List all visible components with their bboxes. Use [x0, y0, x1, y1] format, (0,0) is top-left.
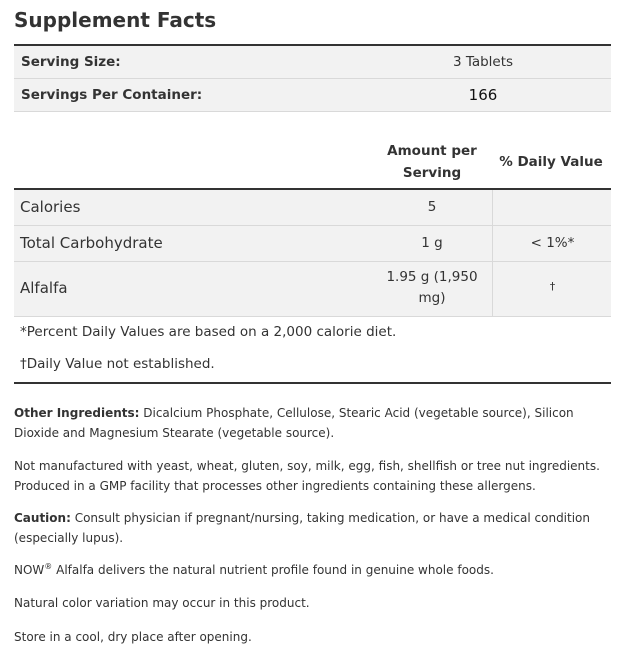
footnote-percent-daily: *Percent Daily Values are based on a 2,000 calorie diet. [20, 324, 397, 340]
caution-statement [14, 509, 611, 548]
nutrient-amount: 5 [427, 199, 437, 215]
amount-header-line2: Serving [402, 165, 462, 181]
bottom-rule [14, 382, 611, 384]
nutrient-name: Calories [20, 198, 81, 216]
nutrient-name: Alfalfa [20, 279, 68, 297]
other-ingredients-label: Other Ingredients: [14, 406, 140, 420]
brand-text: Alfalfa delivers the natural nutrient profile found in genuine whole foods. [52, 563, 494, 577]
servings-per-container-row [14, 79, 611, 112]
nutrient-daily-value: < 1%* [492, 226, 612, 261]
nutrient-amount-line1: 1.95 g (1,950 [386, 269, 478, 285]
serving-size-label: Serving Size: [21, 54, 121, 70]
serving-size-row [14, 46, 611, 79]
allergen-statement [14, 457, 611, 496]
servings-per-container-value: 166 [468, 86, 498, 104]
amount-header-line1: Amount per [387, 143, 477, 159]
serving-size-value: 3 Tablets [452, 54, 514, 70]
page-title: Supplement Facts [14, 8, 217, 32]
servings-per-container-label: Servings Per Container: [21, 87, 203, 103]
other-ingredients-text: Dicalcium Phosphate, Cellulose, Stearic Acid (vegetable source), Silicon Dioxide and Magnesium Stearate (vegetable source). [14, 406, 574, 440]
color-variation-note: Natural color variation may occur in this product. [14, 596, 310, 610]
brand-name: NOW [14, 563, 45, 577]
nutrient-amount [377, 267, 487, 309]
nutrient-name: Total Carbohydrate [20, 234, 163, 252]
daily-value-header: % Daily Value [499, 154, 603, 170]
nutrient-daily-value: † [492, 262, 612, 316]
storage-note: Store in a cool, dry place after opening. [14, 630, 252, 644]
brand-statement [14, 561, 611, 581]
allergen-line2: Produced in a GMP facility that processes other ingredients containing these allergens. [14, 478, 536, 493]
other-ingredients [14, 404, 611, 443]
registered-mark: ® [44, 562, 53, 571]
nutrient-amount-line2: mg) [418, 290, 446, 306]
nutrient-row-alfalfa [14, 262, 611, 317]
nutrient-daily-value [492, 190, 612, 225]
amount-per-serving-header [377, 140, 487, 184]
caution-label: Caution: [14, 511, 71, 525]
footnote-dagger: †Daily Value not established. [20, 356, 215, 372]
nutrient-row-total-carbohydrate [14, 226, 611, 262]
caution-text: Consult physician if pregnant/nursing, taking medication, or have a medical condition (especially lupus). [14, 511, 591, 545]
nutrient-row-calories [14, 190, 611, 226]
nutrient-amount: 1 g [421, 235, 443, 251]
allergen-line1: Not manufactured with yeast, wheat, gluten, soy, milk, egg, fish, shellfish or tree nut ingredients. [14, 459, 600, 473]
